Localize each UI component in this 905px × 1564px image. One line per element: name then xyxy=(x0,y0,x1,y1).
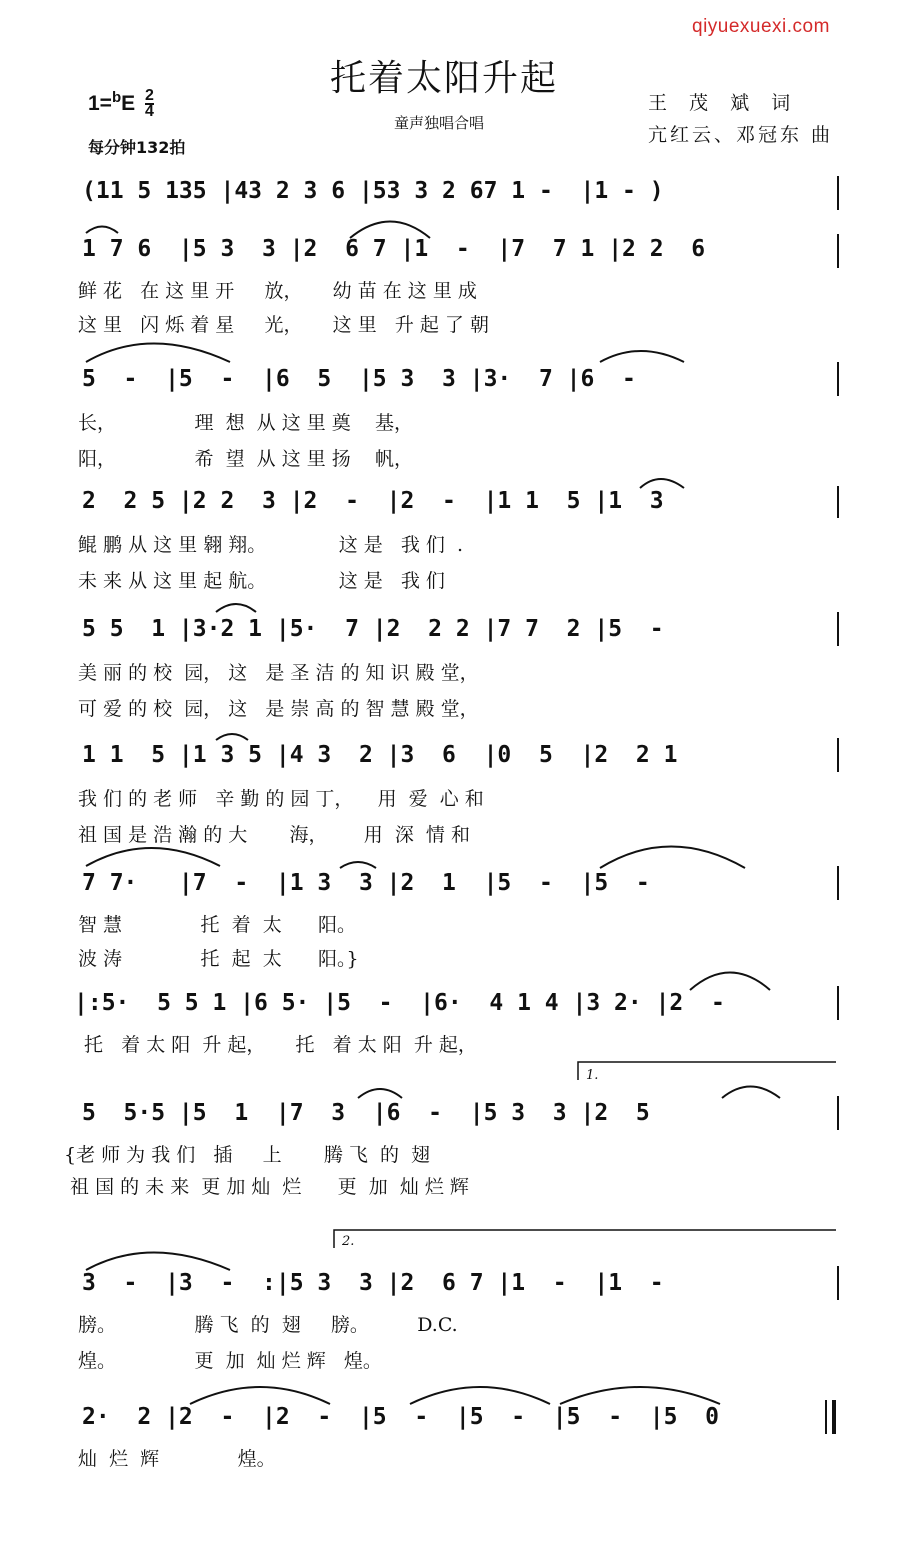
lyric-verse-2: 煌。 更 加 灿 烂 辉 煌。 xyxy=(78,1350,382,1372)
slur xyxy=(600,847,745,869)
slur xyxy=(600,351,684,362)
notation-line: 1 1 5 |1 3 5 |4 3 2 |3 6 |0 5 |2 2 1 xyxy=(82,742,678,768)
slur xyxy=(560,1387,720,1404)
notation-line: 5 - |5 - |6 5 |5 3 3 |3· 7 |6 - xyxy=(82,366,636,392)
slur xyxy=(358,1089,402,1098)
slur xyxy=(410,1387,550,1404)
lyric-verse-1: 美 丽 的 校 园， 这 是 圣 洁 的 知 识 殿 堂， xyxy=(78,662,479,684)
slur xyxy=(722,1087,780,1099)
lyric-verse-1: {老 师 为 我 们 插 上 腾 飞 的 翅 xyxy=(64,1144,431,1166)
slur xyxy=(216,604,256,612)
lyricist-credit: 王 茂 斌 词 xyxy=(648,92,799,114)
lyric-verse-1: 我 们 的 老 师 辛 勤 的 园 丁， 用 爱 心 和 xyxy=(78,788,484,810)
lyric-verse-2: 未 来 从 这 里 起 航。 这 是 我 们 xyxy=(78,570,445,592)
lyric-verse-2: 祖 国 是 浩 瀚 的 大 海， 用 深 情 和 xyxy=(78,824,470,846)
notation-line: 7 7· |7 - |1 3 3 |2 1 |5 - |5 - xyxy=(82,870,650,896)
key-note: E xyxy=(121,92,136,115)
slur xyxy=(340,862,376,868)
lyric-verse-2: 这 里 闪 烁 着 星 光， 这 里 升 起 了 朝 xyxy=(78,314,489,336)
lyric-verse-2: 可 爱 的 校 园， 这 是 崇 高 的 智 慧 殿 堂， xyxy=(78,698,479,720)
slur xyxy=(190,1387,330,1404)
notation-line: (11 5 135 |43 2 3 6 |53 3 2 67 1 - |1 - ) xyxy=(82,178,664,204)
notation-line: 1 7 6 |5 3 3 |2 6 7 |1 - |7 7 1 |2 2 6 xyxy=(82,236,706,262)
lyric-verse-2: 波 涛 托 起 太 阳。} xyxy=(78,948,359,970)
lyric-verse-1: 鲲 鹏 从 这 里 翱 翔。 这 是 我 们 . xyxy=(78,534,464,556)
lyric-verse-2: 阳， 希 望 从 这 里 扬 帆， xyxy=(78,448,413,470)
key-flat: b xyxy=(111,89,122,106)
slur xyxy=(86,344,230,363)
lyric-verse-1: 鲜 花 在 这 里 开 放， 幼 苗 在 这 里 成 xyxy=(78,280,477,302)
slur xyxy=(86,227,118,234)
lyric-coda: 灿 烂 辉 煌。 xyxy=(78,1448,276,1470)
song-subtitle: 童声独唱合唱 xyxy=(394,114,485,132)
tempo-marking: 每分钟132拍 xyxy=(88,138,186,157)
song-title: 托着太阳升起 xyxy=(330,58,559,99)
lyric-verse-1: 智 慧 托 着 太 阳。 xyxy=(78,914,356,936)
watermark: qiyuexuexi.com xyxy=(692,16,830,37)
time-bottom: 4 xyxy=(144,103,154,121)
volta-1-bracket xyxy=(578,1062,836,1080)
notation-line: 5 5·5 |5 1 |7 3 |6 - |5 3 3 |2 5 xyxy=(82,1100,650,1126)
volta-2-label: 2. xyxy=(342,1234,355,1249)
volta-2-bracket xyxy=(334,1230,836,1248)
lyric-verse-2: 祖 国 的 未 来 更 加 灿 烂 更 加 灿 烂 辉 xyxy=(64,1176,469,1198)
lyric-refrain: 托 着 太 阳 升 起， 托 着 太 阳 升 起， xyxy=(78,1034,477,1056)
notation-line: 2 2 5 |2 2 3 |2 - |2 - |1 1 5 |1 3 xyxy=(82,488,664,514)
slur xyxy=(86,848,220,866)
notation-line: 3 - |3 - :|5 3 3 |2 6 7 |1 - |1 - xyxy=(82,1270,664,1296)
slur xyxy=(690,973,770,991)
lyric-verse-1: 长， 理 想 从 这 里 奠 基， xyxy=(78,412,413,434)
lyric-verse-1: 膀。 腾 飞 的 翅 膀。 D.C. xyxy=(78,1314,458,1336)
notation-line: 5 5 1 |3·2 1 |5· 7 |2 2 2 |7 7 2 |5 - xyxy=(82,616,664,642)
slur xyxy=(86,1253,230,1271)
slur xyxy=(216,734,248,740)
slur xyxy=(350,222,430,239)
composer-credit: 亢红云、邓冠东 曲 xyxy=(648,124,834,146)
volta-1-label: 1. xyxy=(586,1068,599,1083)
time-top: 2 xyxy=(144,87,154,105)
key-prefix: 1= xyxy=(88,92,112,115)
slur xyxy=(640,479,684,488)
notation-line: |:5· 5 5 1 |6 5· |5 - |6· 4 1 4 |3 2· |2 - xyxy=(74,990,725,1016)
notation-line: 2· 2 |2 - |2 - |5 - |5 - |5 - |5 0 xyxy=(82,1404,719,1430)
